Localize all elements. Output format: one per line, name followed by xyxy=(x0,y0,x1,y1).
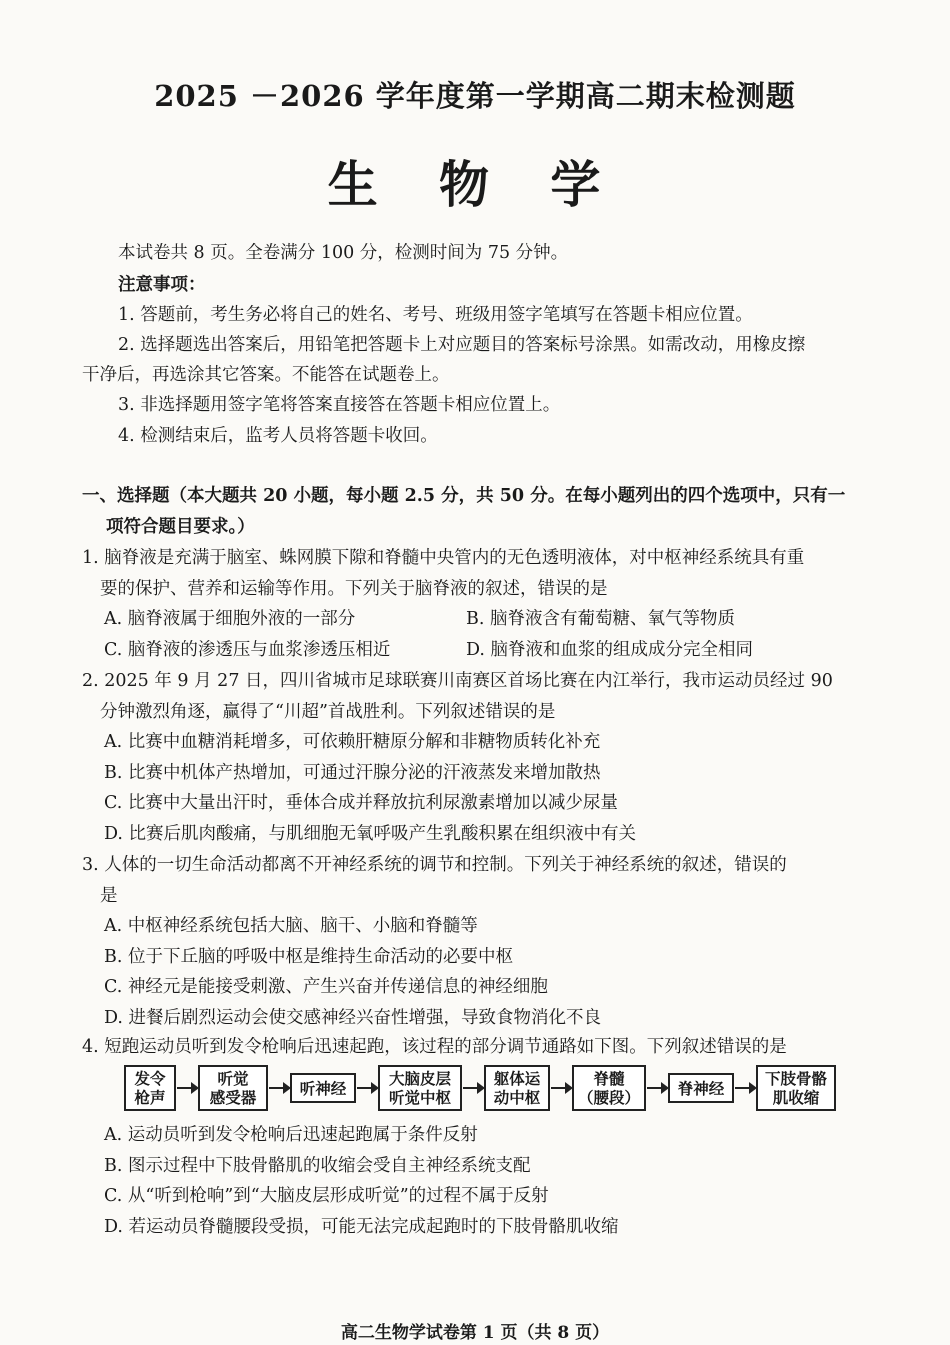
flow-arrow xyxy=(269,1087,289,1089)
flow-box-label: 听神经 xyxy=(299,1078,347,1098)
flow-box-auditory-receptor xyxy=(198,1065,268,1111)
section-heading-line: 一、选择题（本大题共 20 小题，每小题 2.5 分，共 50 分。在每小题列出的四个选项中，只有一 xyxy=(82,486,846,506)
question-stem: 4. 短跑运动员听到发令枪响后迅速起跑，该过程的部分调节通路如下图。下列叙述错误的是 xyxy=(82,1037,787,1057)
question-2 xyxy=(82,666,870,849)
option-d: D. 进餐后剧烈运动会使交感神经兴奋性增强，导致食物消化不良 xyxy=(104,1007,602,1028)
option-b: B. 比赛中机体产热增加，可通过汗腺分泌的汗液蒸发来增加散热 xyxy=(104,762,601,783)
flow-box-label: 大脑皮层 听觉中枢 xyxy=(388,1069,451,1107)
flow-arrow xyxy=(735,1087,755,1089)
exam-title: 2025 －2026 学年度第一学期高二期末检测题 xyxy=(154,79,796,113)
subject-title: 生 物 学 xyxy=(327,155,623,214)
flow-box-label: 脊神经 xyxy=(677,1078,725,1098)
page-footer: 高二生物学试卷第 1 页（共 8 页） xyxy=(340,1323,610,1343)
option-a: A. 运动员听到发令枪响后迅速起跑属于条件反射 xyxy=(104,1125,478,1145)
option-a: A. 比赛中血糖消耗增多，可依赖肝糖原分解和非糖物质转化补充 xyxy=(104,732,601,752)
question-4-options xyxy=(82,1120,870,1242)
flow-arrow xyxy=(177,1087,197,1089)
section-heading xyxy=(82,481,870,542)
question-4 xyxy=(82,1032,870,1063)
option-c: C. 脑脊液的渗透压与血浆渗透压相近 xyxy=(104,639,391,660)
flow-box-muscle-contraction xyxy=(756,1065,836,1111)
flow-box-label: 听觉 感受器 xyxy=(209,1069,257,1107)
question-stem: 1. 脑脊液是充满于脑室、蛛网膜下隙和脊髓中央管内的无色透明液体，对中枢神经系统具有重 xyxy=(82,548,805,568)
section-heading-line: 项符合题目要求。） xyxy=(106,516,255,537)
exam-intro: 本试卷共 8 页。全卷满分 100 分，检测时间为 75 分钟。 xyxy=(118,243,569,263)
flow-box-auditory-cortex xyxy=(378,1065,462,1111)
notice-item: 4. 检测结束后，监考人员将答题卡收回。 xyxy=(118,426,438,446)
question-stem: 要的保护、营养和运输等作用。下列关于脑脊液的叙述，错误的是 xyxy=(100,578,608,599)
flow-arrow xyxy=(647,1087,667,1089)
flow-box-label: 下肢骨骼 肌收缩 xyxy=(764,1069,827,1107)
question-1 xyxy=(82,543,870,665)
flow-box-label: 躯体运 动中枢 xyxy=(493,1069,541,1107)
regulation-flow-diagram xyxy=(124,1063,846,1113)
flow-box-gunshot xyxy=(124,1065,176,1111)
option-a: A. 中枢神经系统包括大脑、脑干、小脑和脊髓等 xyxy=(104,916,478,936)
flow-arrow xyxy=(551,1087,571,1089)
option-c: C. 从“听到枪响”到“大脑皮层形成听觉”的过程不属于反射 xyxy=(104,1186,549,1206)
option-b: B. 图示过程中下肢骨骼肌的收缩会受自主神经系统支配 xyxy=(104,1155,531,1176)
flow-box-label: 发令 枪声 xyxy=(134,1069,166,1107)
notice-item: 1. 答题前，考生务必将自己的姓名、考号、班级用签字笔填写在答题卡相应位置。 xyxy=(118,305,753,325)
question-stem: 2. 2025 年 9 月 27 日，四川省城市足球联赛川南赛区首场比赛在内江举行，我市运动员经过 90 xyxy=(82,671,833,691)
flow-arrow xyxy=(357,1087,377,1089)
flow-box-spinal-nerve xyxy=(668,1073,734,1103)
notice-item: 干净后，再选涂其它答案。不能答在试题卷上。 xyxy=(82,365,450,385)
question-stem: 是 xyxy=(100,885,118,906)
option-d: D. 比赛后肌肉酸痛，与肌细胞无氧呼吸产生乳酸积累在组织液中有关 xyxy=(104,823,637,844)
flow-box-label: 脊髓 （腰段） xyxy=(578,1069,641,1107)
flow-box-auditory-nerve xyxy=(290,1073,356,1103)
notice-item: 3. 非选择题用签字笔将答案直接答在答题卡相应位置上。 xyxy=(118,395,561,415)
flow-box-spinal-cord xyxy=(572,1065,646,1111)
notice-item: 2. 选择题选出答案后，用铅笔把答题卡上对应题目的答案标号涂黑。如需改动，用橡皮擦 xyxy=(118,335,806,355)
question-3 xyxy=(82,850,870,1033)
flow-arrow xyxy=(463,1087,483,1089)
option-b: B. 位于下丘脑的呼吸中枢是维持生命活动的必要中枢 xyxy=(104,946,513,967)
option-d: D. 若运动员脊髓腰段受损，可能无法完成起跑时的下肢骨骼肌收缩 xyxy=(104,1216,619,1237)
option-b: B. 脑脊液含有葡萄糖、氧气等物质 xyxy=(466,609,735,629)
option-a: A. 脑脊液属于细胞外液的一部分 xyxy=(104,609,356,629)
notice-heading: 注意事项： xyxy=(118,275,206,295)
option-c: C. 神经元是能接受刺激、产生兴奋并传递信息的神经细胞 xyxy=(104,977,548,997)
question-stem: 分钟激烈角逐，赢得了“川超”首战胜利。下列叙述错误的是 xyxy=(100,701,556,722)
flow-box-motor-center xyxy=(484,1065,550,1111)
option-c: C. 比赛中大量出汗时，垂体合成并释放抗利尿激素增加以减少尿量 xyxy=(104,793,618,813)
question-stem: 3. 人体的一切生命活动都离不开神经系统的调节和控制。下列关于神经系统的叙述，错误的 xyxy=(82,855,787,875)
option-d: D. 脑脊液和血浆的组成成分完全相同 xyxy=(466,639,754,660)
